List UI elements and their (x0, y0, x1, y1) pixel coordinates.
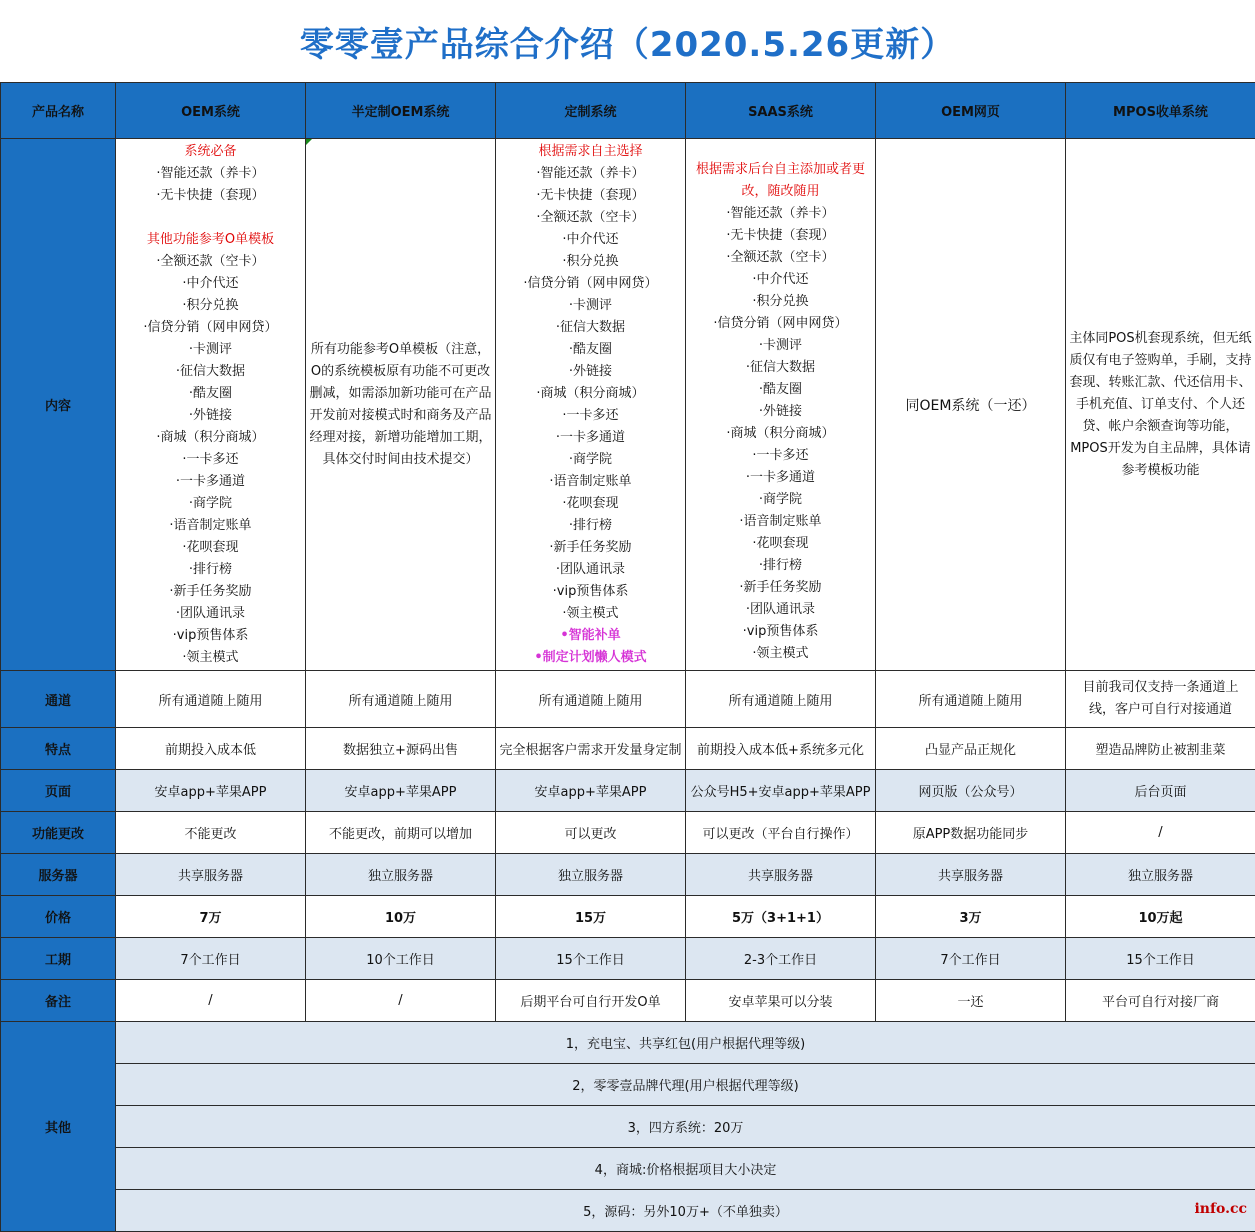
cell: 所有通道随上随用 (876, 671, 1066, 728)
cell: 15个工作日 (496, 938, 686, 980)
feature-item: ·无卡快捷（套现） (496, 185, 685, 207)
other-row (1, 1148, 1255, 1190)
cell: 后期平台可自行开发O单 (496, 980, 686, 1022)
other-item: 5，源码：另外10万+（不单独卖） (116, 1190, 1255, 1232)
feature-item: ·酷友圈 (496, 339, 685, 361)
feature-item: ·商学院 (686, 489, 875, 511)
other-row (1, 1064, 1255, 1106)
feature-item: ·商城（积分商城） (116, 427, 305, 449)
feature-item: ·vip预售体系 (116, 625, 305, 647)
cell: 共享服务器 (876, 854, 1066, 896)
row-label-content: 内容 (1, 139, 116, 671)
cell: 10个工作日 (306, 938, 496, 980)
cell: 共享服务器 (686, 854, 876, 896)
feature-item: ·智能还款（养卡） (116, 163, 305, 185)
feature-item: ·一卡多通道 (116, 471, 305, 493)
price-cell: 5万（3+1+1） (686, 896, 876, 938)
cell: 所有通道随上随用 (496, 671, 686, 728)
content-semi-custom: 所有功能参考O单模板（注意，O的系统模板原有功能不可更改删减，如需添加新功能可在产品开发前对接模式时和商务及产品经理对接，新增功能增加工期，具体交付时间由技术提交） (306, 139, 496, 671)
feature-item: ·新手任务奖励 (686, 577, 875, 599)
cell: 平台可自行对接厂商 (1066, 980, 1255, 1022)
cell: 所有通道随上随用 (116, 671, 306, 728)
feature-item: ·征信大数据 (116, 361, 305, 383)
feature-item: ·中介代还 (116, 273, 305, 295)
product-table (0, 82, 1255, 1232)
custom-feature-list (496, 163, 685, 625)
cell: 安卓app+苹果APP (306, 770, 496, 812)
oem-feature-list (116, 251, 305, 669)
custom-extra-list (496, 625, 685, 669)
feature-item: ·积分兑换 (116, 295, 305, 317)
row-remarks (1, 980, 1255, 1022)
feature-item: ·外链接 (116, 405, 305, 427)
feature-item: ·商学院 (496, 449, 685, 471)
feature-item: ·语音制定账单 (116, 515, 305, 537)
cell: 独立服务器 (306, 854, 496, 896)
feature-item: ·卡测评 (496, 295, 685, 317)
cell: 独立服务器 (496, 854, 686, 896)
feature-item: ·团队通讯录 (496, 559, 685, 581)
other-item: 2，零零壹品牌代理(用户根据代理等级) (116, 1064, 1255, 1106)
feature-item: ·卡测评 (116, 339, 305, 361)
cell: 前期投入成本低+系统多元化 (686, 728, 876, 770)
feature-item: ·征信大数据 (686, 357, 875, 379)
feature-item: ·领主模式 (686, 643, 875, 665)
header-oem-web: OEM网页 (876, 83, 1066, 139)
oem-other-heading: 其他功能参考O单模板 (116, 229, 305, 251)
feature-item: ·商城（积分商城） (496, 383, 685, 405)
row-label-feature: 特点 (1, 728, 116, 770)
feature-item: ·商城（积分商城） (686, 423, 875, 445)
row-label-channel: 通道 (1, 671, 116, 728)
feature-item: ·团队通讯录 (116, 603, 305, 625)
other-row (1, 1106, 1255, 1148)
cell: 前期投入成本低 (116, 728, 306, 770)
price-cell: 7万 (116, 896, 306, 938)
other-row (1, 1190, 1255, 1232)
feature-item: ·酷友圈 (116, 383, 305, 405)
feature-item: ·一卡多还 (116, 449, 305, 471)
content-saas (686, 139, 876, 671)
feature-item: ·全额还款（空卡） (686, 247, 875, 269)
feature-item: ·领主模式 (116, 647, 305, 669)
price-cell: 3万 (876, 896, 1066, 938)
feature-item: •制定计划懒人模式 (496, 647, 685, 669)
feature-item: ·积分兑换 (496, 251, 685, 273)
row-duration (1, 938, 1255, 980)
feature-item: ·全额还款（空卡） (116, 251, 305, 273)
feature-item: ·积分兑换 (686, 291, 875, 313)
cell: 目前我司仅支持一条通道上线，客户可自行对接通道 (1066, 671, 1255, 728)
content-mpos: 主体同POS机套现系统，但无纸质仅有电子签购单，手刷，支持套现、转账汇款、代还信用卡、手机充值、订单支付、个人还贷、帐户余额查询等功能，MPOS开发为自主品牌，具体请参考模板功能 (1066, 139, 1255, 671)
feature-item: ·商学院 (116, 493, 305, 515)
row-label-page: 页面 (1, 770, 116, 812)
cell: 凸显产品正规化 (876, 728, 1066, 770)
cell: 数据独立+源码出售 (306, 728, 496, 770)
cell: 所有通道随上随用 (306, 671, 496, 728)
cell: 安卓app+苹果APP (496, 770, 686, 812)
feature-item: ·vip预售体系 (686, 621, 875, 643)
comment-marker-icon (306, 139, 312, 145)
row-feature (1, 728, 1255, 770)
cell: 一还 (876, 980, 1066, 1022)
feature-item: ·外链接 (686, 401, 875, 423)
cell: 15个工作日 (1066, 938, 1255, 980)
feature-item: ·新手任务奖励 (496, 537, 685, 559)
feature-item: ·排行榜 (116, 559, 305, 581)
feature-item: ·一卡多还 (686, 445, 875, 467)
feature-item: ·信贷分销（网申网贷） (686, 313, 875, 335)
cell: 原APP数据功能同步 (876, 812, 1066, 854)
feature-item: ·领主模式 (496, 603, 685, 625)
feature-item: ·中介代还 (686, 269, 875, 291)
feature-item: ·排行榜 (686, 555, 875, 577)
row-channel (1, 671, 1255, 728)
feature-item: ·全额还款（空卡） (496, 207, 685, 229)
header-product-name: 产品名称 (1, 83, 116, 139)
spacer (116, 207, 305, 229)
watermark: info.cc (1194, 1201, 1247, 1217)
feature-item: ·一卡多通道 (686, 467, 875, 489)
cell: 独立服务器 (1066, 854, 1255, 896)
row-label-duration: 工期 (1, 938, 116, 980)
cell: 2-3个工作日 (686, 938, 876, 980)
content-oem (116, 139, 306, 671)
saas-feature-list (686, 203, 875, 665)
cell: 共享服务器 (116, 854, 306, 896)
feature-item: ·酷友圈 (686, 379, 875, 401)
cell: / (116, 980, 306, 1022)
feature-item: ·新手任务奖励 (116, 581, 305, 603)
feature-item: ·一卡多还 (496, 405, 685, 427)
cell: 后台页面 (1066, 770, 1255, 812)
row-label-server: 服务器 (1, 854, 116, 896)
feature-item: ·信贷分销（网申网贷） (116, 317, 305, 339)
row-server (1, 854, 1255, 896)
custom-heading: 根据需求自主选择 (496, 141, 685, 163)
other-item: 3，四方系统：20万 (116, 1106, 1255, 1148)
feature-item: ·花呗套现 (496, 493, 685, 515)
feature-item: ·智能还款（养卡） (496, 163, 685, 185)
header-row (1, 83, 1255, 139)
feature-item: •智能补单 (496, 625, 685, 647)
feature-item: ·团队通讯录 (686, 599, 875, 621)
feature-item: ·语音制定账单 (496, 471, 685, 493)
other-row (1, 1022, 1255, 1064)
oem-required-heading: 系统必备 (116, 141, 305, 163)
feature-item: ·语音制定账单 (686, 511, 875, 533)
content-oem-web: 同OEM系统（一还） (876, 139, 1066, 671)
content-custom (496, 139, 686, 671)
feature-item: ·卡测评 (686, 335, 875, 357)
cell: / (306, 980, 496, 1022)
cell: 安卓苹果可以分装 (686, 980, 876, 1022)
feature-item: ·一卡多通道 (496, 427, 685, 449)
header-custom-system: 定制系统 (496, 83, 686, 139)
other-item: 4，商城:价格根据项目大小决定 (116, 1148, 1255, 1190)
header-mpos-system: MPOS收单系统 (1066, 83, 1255, 139)
header-semi-custom-oem: 半定制OEM系统 (306, 83, 496, 139)
cell: 不能更改 (116, 812, 306, 854)
saas-heading: 根据需求后台自主添加或者更改，随改随用 (686, 159, 875, 203)
cell: 公众号H5+安卓app+苹果APP (686, 770, 876, 812)
oem-required-list (116, 163, 305, 207)
content-row (1, 139, 1255, 671)
feature-item: ·中介代还 (496, 229, 685, 251)
feature-item: ·征信大数据 (496, 317, 685, 339)
price-cell: 10万 (306, 896, 496, 938)
feature-item: ·花呗套现 (116, 537, 305, 559)
row-page (1, 770, 1255, 812)
row-modification (1, 812, 1255, 854)
cell: 安卓app+苹果APP (116, 770, 306, 812)
cell: 完全根据客户需求开发量身定制 (496, 728, 686, 770)
feature-item: ·外链接 (496, 361, 685, 383)
cell: 所有通道随上随用 (686, 671, 876, 728)
cell: / (1066, 812, 1255, 854)
feature-item: ·智能还款（养卡） (686, 203, 875, 225)
price-cell: 15万 (496, 896, 686, 938)
feature-item: ·无卡快捷（套现） (116, 185, 305, 207)
page-title: 零零壹产品综合介绍（2020.5.26更新） (0, 0, 1255, 82)
cell: 7个工作日 (116, 938, 306, 980)
header-oem-system: OEM系统 (116, 83, 306, 139)
cell: 7个工作日 (876, 938, 1066, 980)
feature-item: ·花呗套现 (686, 533, 875, 555)
cell: 可以更改 (496, 812, 686, 854)
row-price (1, 896, 1255, 938)
feature-item: ·vip预售体系 (496, 581, 685, 603)
row-label-remarks: 备注 (1, 980, 116, 1022)
row-label-modification: 功能更改 (1, 812, 116, 854)
feature-item: ·排行榜 (496, 515, 685, 537)
price-cell: 10万起 (1066, 896, 1255, 938)
header-saas-system: SAAS系统 (686, 83, 876, 139)
cell: 可以更改（平台自行操作） (686, 812, 876, 854)
cell: 塑造品牌防止被割韭菜 (1066, 728, 1255, 770)
cell: 网页版（公众号） (876, 770, 1066, 812)
row-label-price: 价格 (1, 896, 116, 938)
other-item: 1，充电宝、共享红包(用户根据代理等级) (116, 1022, 1255, 1064)
feature-item: ·无卡快捷（套现） (686, 225, 875, 247)
feature-item: ·信贷分销（网申网贷） (496, 273, 685, 295)
row-label-others: 其他 (1, 1022, 116, 1232)
cell: 不能更改，前期可以增加 (306, 812, 496, 854)
